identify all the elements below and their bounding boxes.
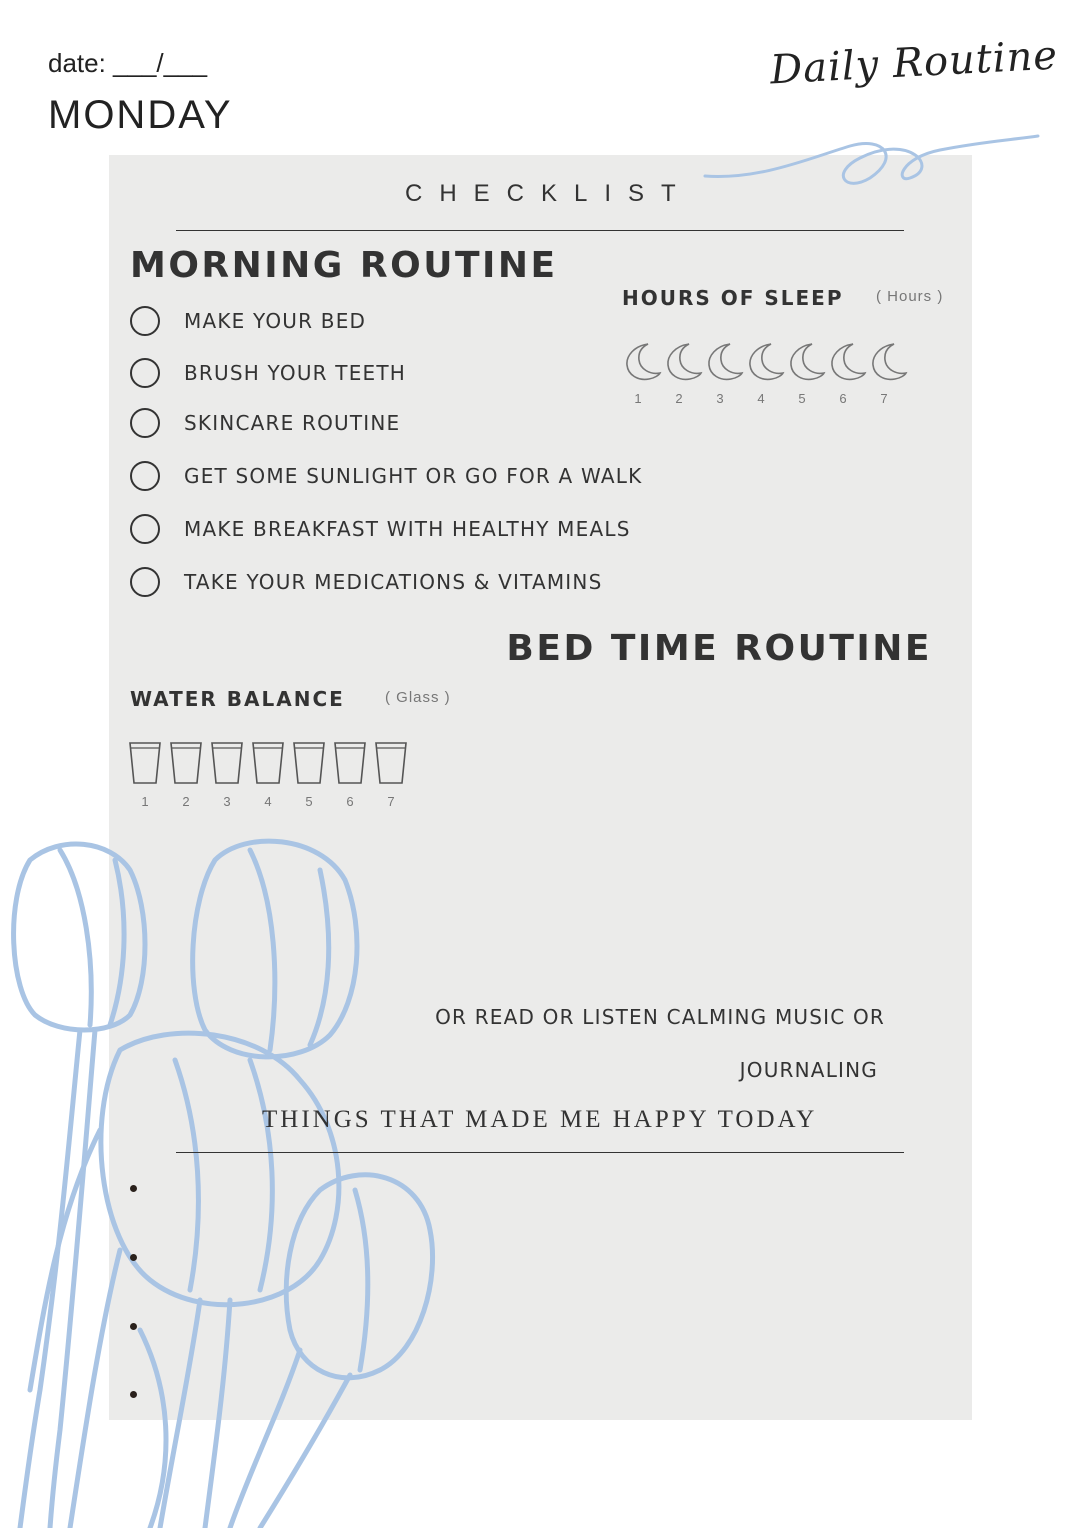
happy-bullet[interactable] — [130, 1323, 137, 1330]
morning-routine-title: MORNING ROUTINE — [130, 245, 558, 286]
checkbox-circle[interactable] — [130, 461, 160, 491]
glass-icon[interactable] — [169, 740, 203, 786]
sleep-hour-number: 7 — [880, 391, 888, 406]
water-glass-number: 5 — [305, 794, 313, 809]
morning-item[interactable] — [130, 405, 400, 441]
checkbox-circle[interactable] — [130, 567, 160, 597]
morning-item[interactable] — [130, 511, 631, 547]
bedtime-continuation-line-2: JOURNALING — [739, 1058, 878, 1082]
moon-icon[interactable] — [786, 340, 826, 384]
checkbox-circle[interactable] — [130, 514, 160, 544]
tulip-illustration — [0, 830, 460, 1528]
glass-icon[interactable] — [333, 740, 367, 786]
happy-bullet[interactable] — [130, 1185, 137, 1192]
water-glass-number: 2 — [182, 794, 190, 809]
morning-item[interactable] — [130, 355, 406, 391]
water-glass-number: 3 — [223, 794, 231, 809]
happy-heading: THINGS THAT MADE ME HAPPY TODAY — [262, 1106, 818, 1133]
moon-icon[interactable] — [827, 340, 867, 384]
sleep-hour-number: 2 — [675, 391, 683, 406]
checkbox-circle[interactable] — [130, 408, 160, 438]
hours-unit-note: ( Hours ) — [876, 288, 944, 305]
glass-unit-note: ( Glass ) — [385, 689, 451, 706]
sleep-hour-number: 4 — [757, 391, 765, 406]
sleep-hour-number: 3 — [716, 391, 724, 406]
swirl-decoration — [700, 128, 1045, 198]
moon-icon[interactable] — [745, 340, 785, 384]
water-balance-title: WATER BALANCE — [130, 687, 345, 711]
water-glass-number: 6 — [346, 794, 354, 809]
water-glass-number: 4 — [264, 794, 272, 809]
morning-item[interactable] — [130, 564, 602, 600]
glass-icon[interactable] — [374, 740, 408, 786]
glass-icon[interactable] — [128, 740, 162, 786]
checklist-heading: CHECKLIST — [405, 180, 693, 207]
morning-item-label: TAKE YOUR MEDICATIONS & VITAMINS — [184, 570, 603, 594]
moon-icon[interactable] — [868, 340, 908, 384]
morning-item-label: BRUSH YOUR TEETH — [184, 361, 407, 385]
happy-bullet[interactable] — [130, 1254, 137, 1261]
checkbox-circle[interactable] — [130, 306, 160, 336]
glass-icon[interactable] — [292, 740, 326, 786]
glass-icon[interactable] — [210, 740, 244, 786]
morning-item[interactable] — [130, 303, 366, 339]
morning-item-label: SKINCARE ROUTINE — [184, 411, 401, 435]
sleep-hour-number: 1 — [634, 391, 642, 406]
morning-item[interactable] — [130, 458, 642, 494]
moon-icon[interactable] — [704, 340, 744, 384]
checkbox-circle[interactable] — [130, 358, 160, 388]
bedtime-routine-title: BED TIME ROUTINE — [506, 628, 932, 669]
water-glass-number: 7 — [387, 794, 395, 809]
day-label: MONDAY — [48, 93, 233, 137]
happy-bullet[interactable] — [130, 1391, 137, 1398]
morning-item-label: MAKE BREAKFAST WITH HEALTHY MEALS — [184, 517, 631, 541]
checklist-divider — [176, 230, 904, 231]
hours-of-sleep-title: HOURS OF SLEEP — [622, 286, 844, 310]
bedtime-continuation-line-1: OR READ OR LISTEN CALMING MUSIC OR — [435, 1005, 885, 1029]
moon-icon[interactable] — [663, 340, 703, 384]
sleep-hour-number: 5 — [798, 391, 806, 406]
morning-item-label: GET SOME SUNLIGHT OR GO FOR A WALK — [184, 464, 643, 488]
morning-item-label: MAKE YOUR BED — [184, 309, 367, 333]
glass-icon[interactable] — [251, 740, 285, 786]
moon-icon[interactable] — [622, 340, 662, 384]
date-field[interactable]: date: ___/___ — [48, 48, 208, 78]
water-glass-number: 1 — [141, 794, 149, 809]
sleep-hour-number: 6 — [839, 391, 847, 406]
script-title: Daily Routine — [768, 32, 1060, 94]
happy-divider — [176, 1152, 904, 1153]
